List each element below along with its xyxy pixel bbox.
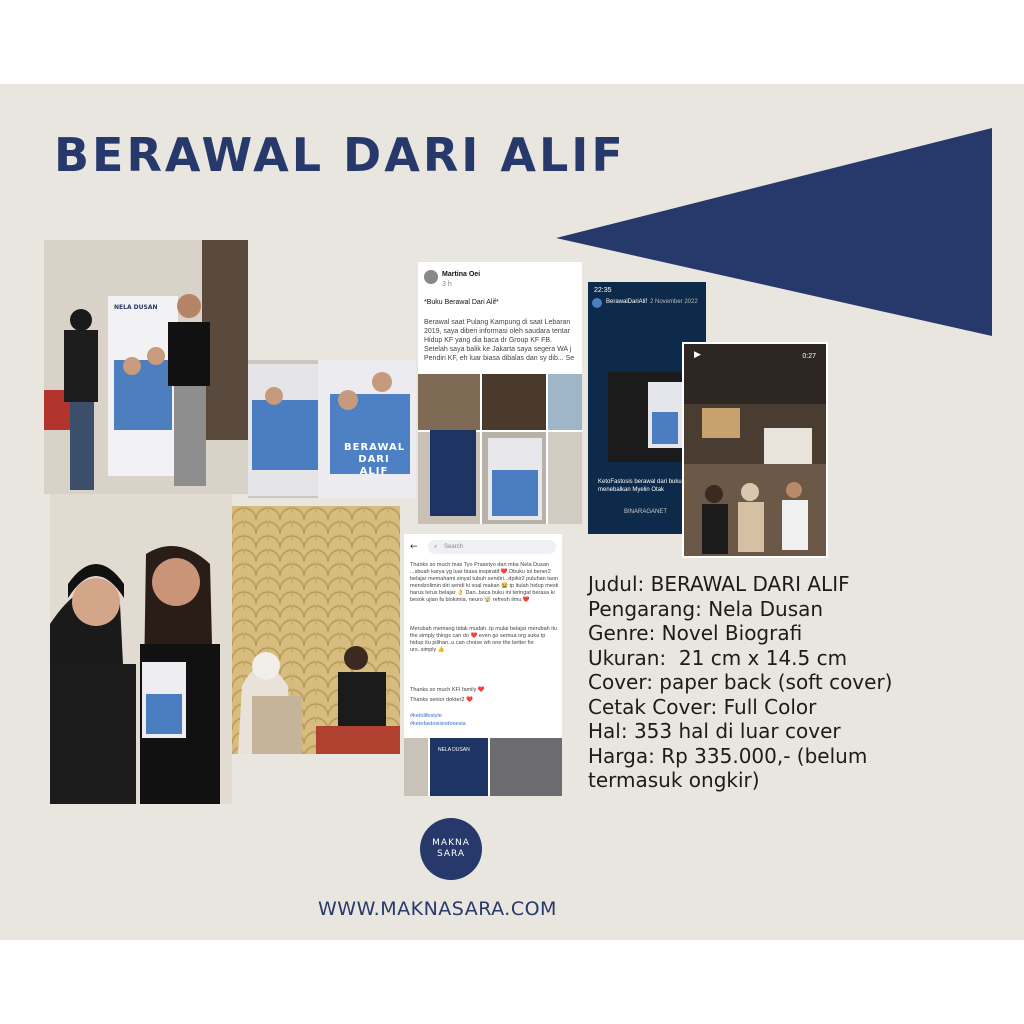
photo-facebook-comment [404, 534, 562, 796]
story-date: 2 November 2022 [650, 299, 698, 305]
book-author-label: NELA DUSAN [438, 747, 470, 753]
search-placeholder: Search [444, 544, 464, 550]
post-line: Pendiri KF, eh luar biasa dibalas dan sy dib... Se [424, 355, 575, 362]
back-arrow-icon[interactable]: ← [410, 542, 418, 552]
story-time: 22:35 [594, 287, 612, 294]
info-genre: Genre: Novel Biografi [588, 621, 803, 645]
search-icon: ⌕ [434, 544, 438, 550]
comment-text: Thanks so much mas Tyo Prasetyo dan mba Nela Dusan ...sbuah karya yg luar biasa inspiratif ❤️ Dbuku ini bener2 belajar memahami sinyal tubuh sendiri...dpikir2 puluhan taon mendzolimin diri sendi ki soal makan 😭 tp itulah hidup mesti harus terus belajar 👌 Dan..baca buku ini teringat berasa ki besok ujian fa biokimia, neuro 🤯 refresh ilmu ❤️ [410, 562, 559, 603]
post-line: Hidup KF yang dia baca dr Group KF FB. [424, 337, 553, 344]
story-source: BINARAGANET [624, 509, 668, 515]
comment-thanks-1: Thanks so much KFI family ❤️ [410, 687, 485, 693]
post-author: Martina Oei [442, 271, 481, 278]
info-size: Ukuran: 21 cm x 14.5 cm [588, 645, 848, 670]
photo-author-with-book [50, 494, 232, 804]
logo-line-1: MAKNA [432, 838, 470, 848]
hashtag[interactable]: #ketofastosisindonesia [410, 721, 466, 727]
info-cover-print: Cetak Cover: Full Color [588, 694, 817, 719]
website-url[interactable]: WWW.MAKNASARA.COM [318, 898, 557, 920]
maknasara-logo [420, 818, 482, 880]
post-line: Berawal saat Pulang Kampung di saat Lebaran [424, 319, 571, 326]
post-heading: *Buku Berawal Dari Alif* [424, 299, 499, 306]
book-info [588, 572, 1008, 793]
post-line: 2019, saya diberi informasi oleh saudara tentar [424, 328, 570, 335]
avatar [424, 270, 438, 284]
logo-line-2: SARA [436, 849, 466, 859]
banner-brand: NELA DUSAN [114, 304, 158, 311]
info-title: Judul: BERAWAL DARI ALIF [588, 572, 850, 596]
search-bar[interactable] [428, 540, 556, 554]
story-avatar [592, 298, 602, 308]
photo-banner-event [44, 240, 248, 494]
photo-facebook-post [418, 262, 582, 524]
comment-thanks-2: Thanks senior dokter2 ❤️ [410, 697, 473, 703]
info-cover: Cover: paper back (soft cover) [588, 670, 893, 694]
info-price-note: termasuk ongkir) [588, 768, 760, 792]
info-price: Harga: Rp 335.000,- (belum [588, 743, 868, 768]
hashtag[interactable]: #ketolifestyle [410, 713, 442, 719]
video-time: 0:27 [802, 353, 816, 360]
comment-text-2: Merubah memang tidak mudah..tp mulai belajar merubah itu the simply things can do ❤️ even go semua org suka tp hidup itu pilihan..u can choise wh one the better for urs..simply 👍 [410, 626, 558, 653]
post-time: 3 h [442, 281, 452, 288]
post-line: Setelah saya balik ke Jakarta saya segera WA j [424, 346, 572, 353]
book-cover-title: BERAWAL DARI ALIF [344, 442, 406, 477]
page-title: BERAWAL DARI ALIF [54, 128, 626, 182]
photo-books-closeup [248, 360, 416, 498]
photo-video-talkshow [682, 342, 828, 558]
story-account: BerawalDariAlif [606, 299, 648, 305]
info-author: Pengarang: Nela Dusan [588, 596, 824, 621]
photo-stage-interview [232, 506, 400, 754]
info-pages: Hal: 353 hal di luar cover [588, 719, 841, 743]
play-icon[interactable]: ▶ [694, 350, 701, 360]
story-caption: KetoFastosis berawal dari buku menebalkan Myelin Otak [598, 479, 682, 493]
